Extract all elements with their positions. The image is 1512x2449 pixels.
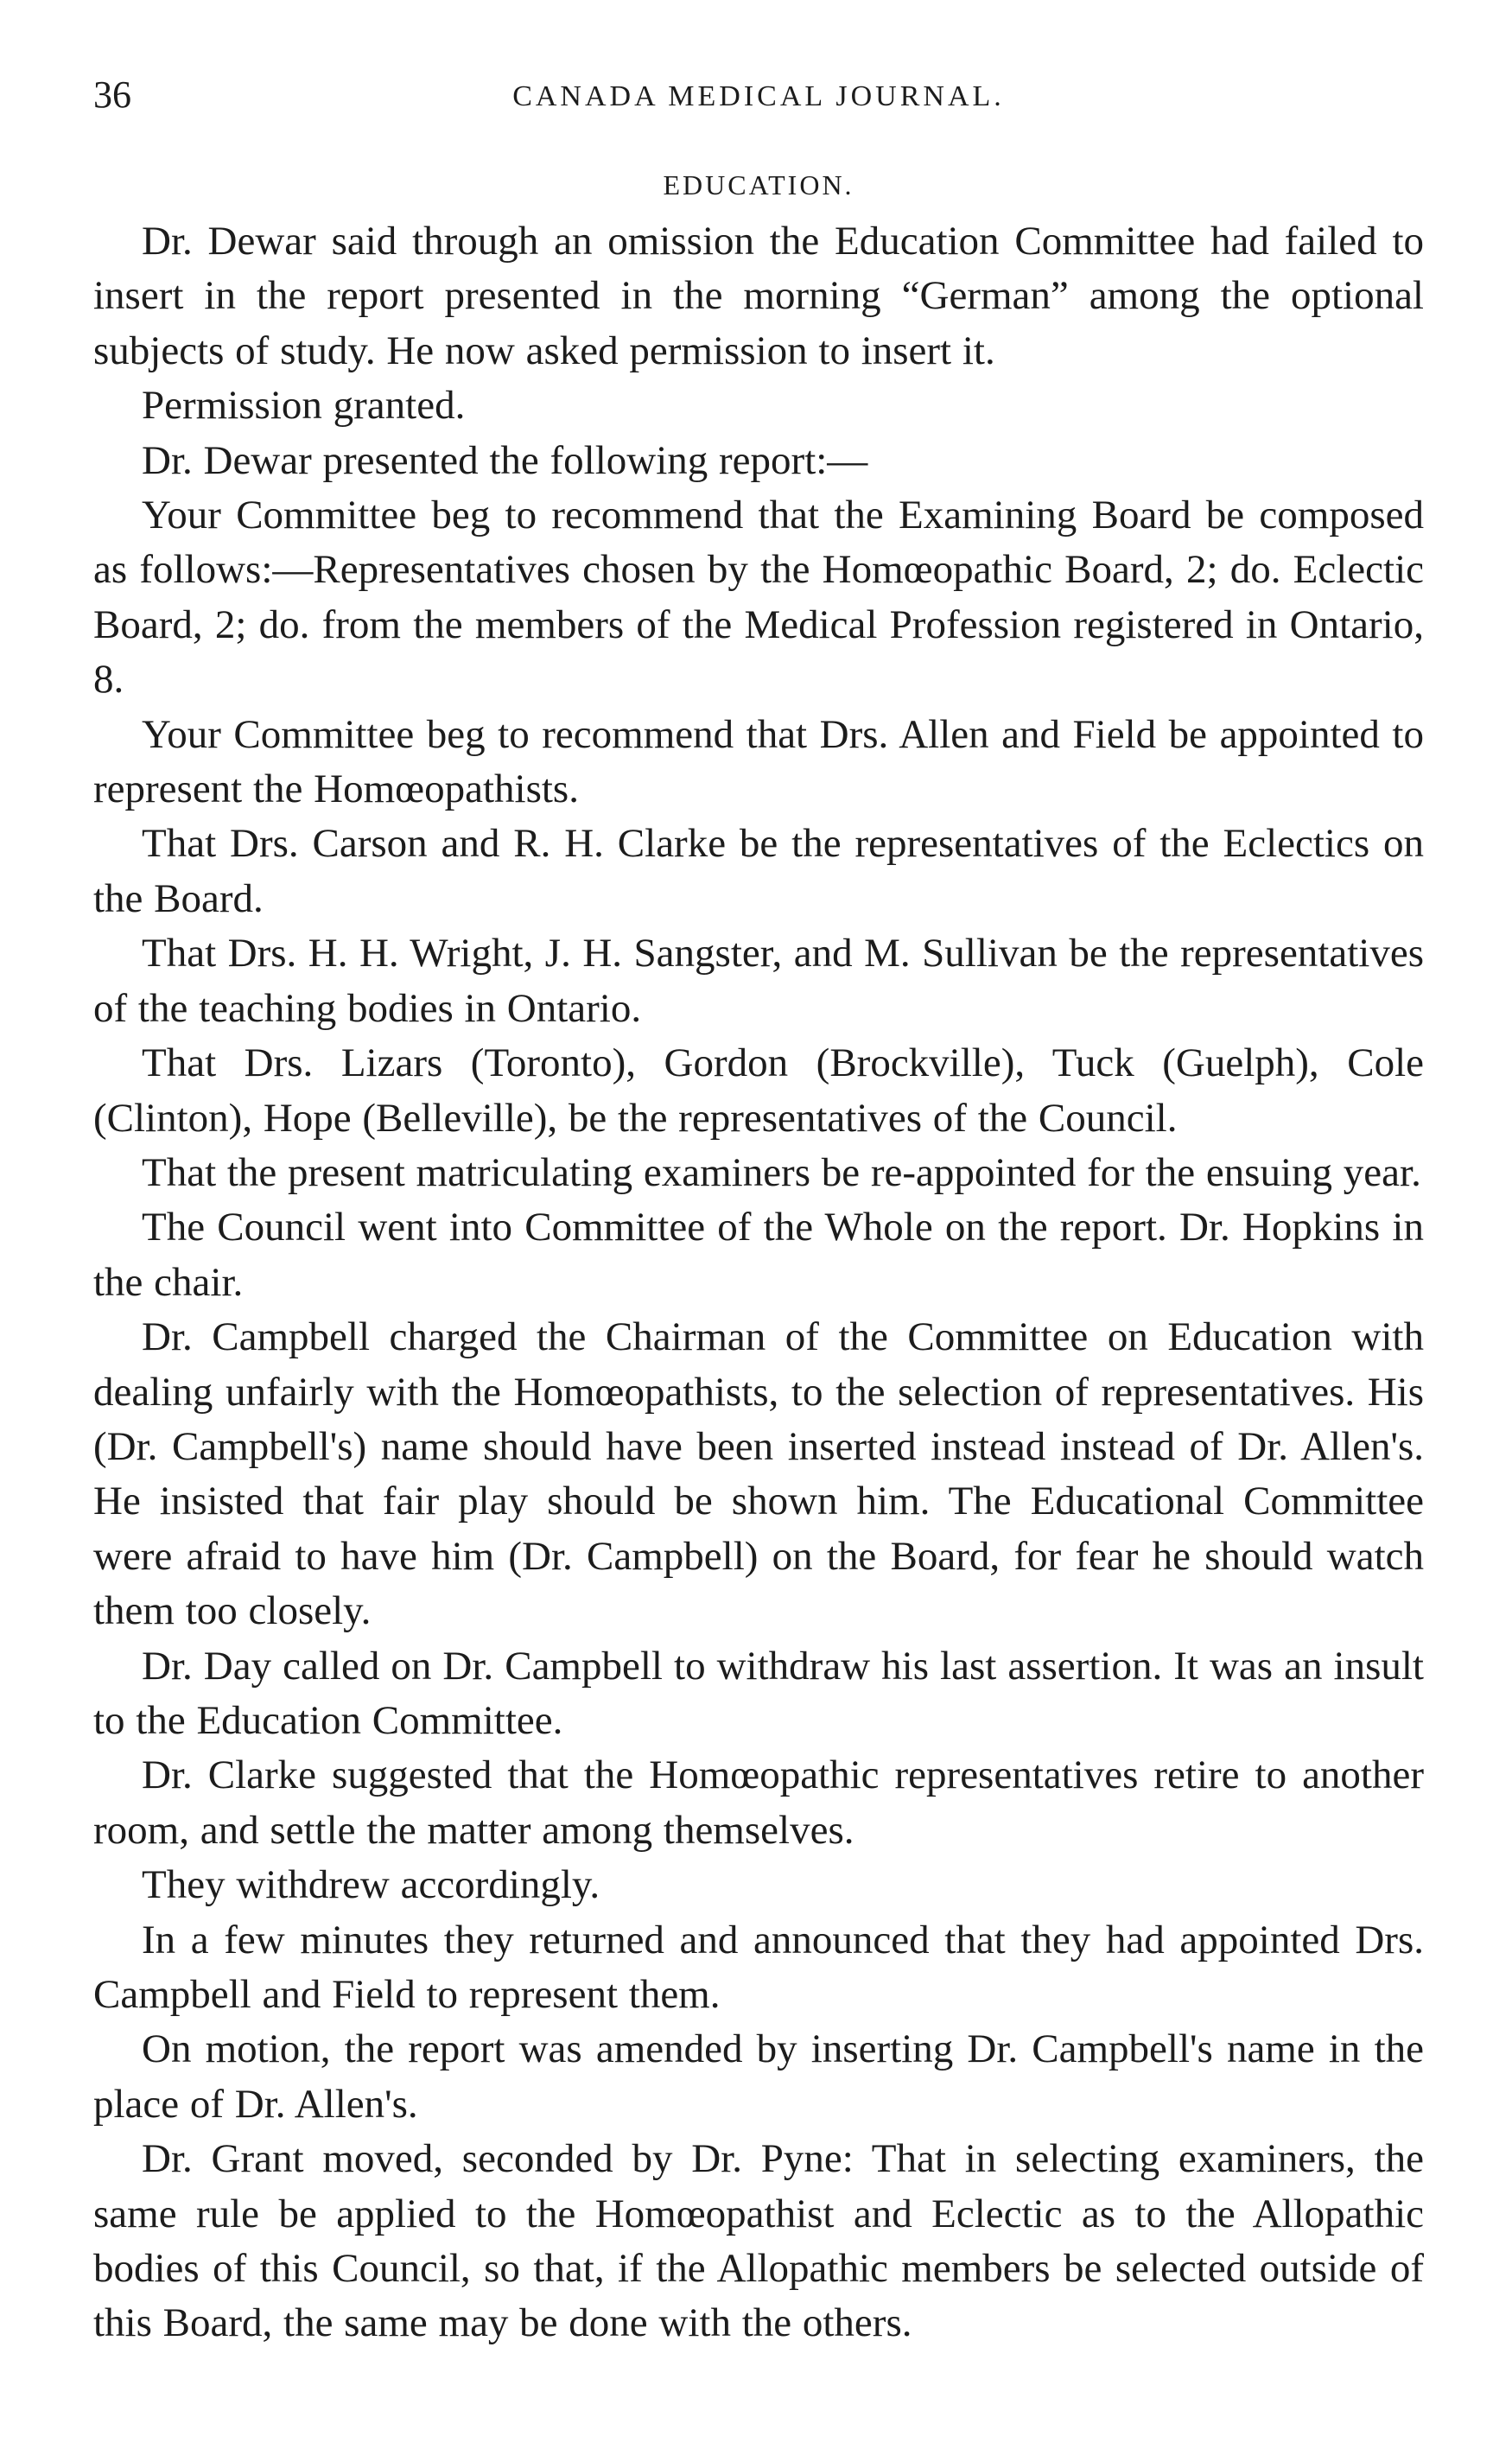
paragraph: The Council went into Committee of the Whole on the report. Dr. Hopkins in the chair. <box>93 1205 1424 1305</box>
page-number: 36 <box>93 73 131 116</box>
journal-page <box>93 67 1424 2351</box>
paragraph: That the present matriculating examiners be re-appointed for the ensuing year. <box>142 1149 1421 1195</box>
article-body <box>93 214 1424 2351</box>
paragraph: Permission granted. <box>142 383 466 429</box>
paragraph: On motion, the report was amended by inserting Dr. Campbell's name in the place of Dr. Allen's. <box>93 2026 1424 2127</box>
paragraph: Dr. Day called on Dr. Campbell to withdraw his last assertion. It was an insult to the Education Committee. <box>93 1643 1424 1743</box>
section-title: EDUCATION. <box>663 169 854 200</box>
paragraph: Dr. Clarke suggested that the Homœopathic representatives retire to another room, and settle the matter among themselves. <box>93 1752 1424 1853</box>
paragraph: Dr. Dewar said through an omission the Education Committee had failed to insert in the report presented in the morning “German” among the optional subjects of study. He now asked permission to insert it. <box>93 219 1424 373</box>
paragraph: They withdrew accordingly. <box>142 1862 600 1908</box>
page-header <box>93 67 1424 128</box>
paragraph: That Drs. Lizars (Toronto), Gordon (Brockville), Tuck (Guelph), Cole (Clinton), Hope (Belleville), be the representatives of the Council. <box>93 1040 1424 1141</box>
paragraph: In a few minutes they returned and announced that they had appointed Drs. Campbell and Field to represent them. <box>93 1917 1424 2017</box>
paragraph: Dr. Dewar presented the following report:— <box>142 437 868 483</box>
paragraph: Your Committee beg to recommend that the Examining Board be composed as follows:—Representatives chosen by the Homœopathic Board, 2; do. Eclectic Board, 2; do. from the members of the Medical Profession registered in Ontario, 8. <box>93 493 1424 703</box>
running-title: CANADA MEDICAL JOURNAL. <box>512 80 1005 112</box>
paragraph: That Drs. Carson and R. H. Clarke be the representatives of the Eclectics on the Board. <box>93 821 1424 921</box>
paragraph: Dr. Grant moved, seconded by Dr. Pyne: That in selecting examiners, the same rule be applied to the Homœopathist and Eclectic as to the Allopathic bodies of this Council, so that, if the Allopathic members be selected outside of this Board, the same may be done with the others. <box>93 2136 1424 2346</box>
paragraph: Your Committee beg to recommend that Drs. Allen and Field be appointed to represent the Homœopathists. <box>93 711 1424 812</box>
paragraph: That Drs. H. H. Wright, J. H. Sangster, and M. Sullivan be the representatives of the teaching bodies in Ontario. <box>93 931 1424 1031</box>
paragraph: Dr. Campbell charged the Chairman of the Committee on Education with dealing unfairly with the Homœopathists, to the selection of representatives. His (Dr. Campbell's) name should have been inserted instead instead of Dr. Allen's. He insisted that fair play should be shown him. The Educational Committee were afraid to have him (Dr. Campbell) on the Board, for fear he should watch them too closely. <box>93 1314 1424 1634</box>
